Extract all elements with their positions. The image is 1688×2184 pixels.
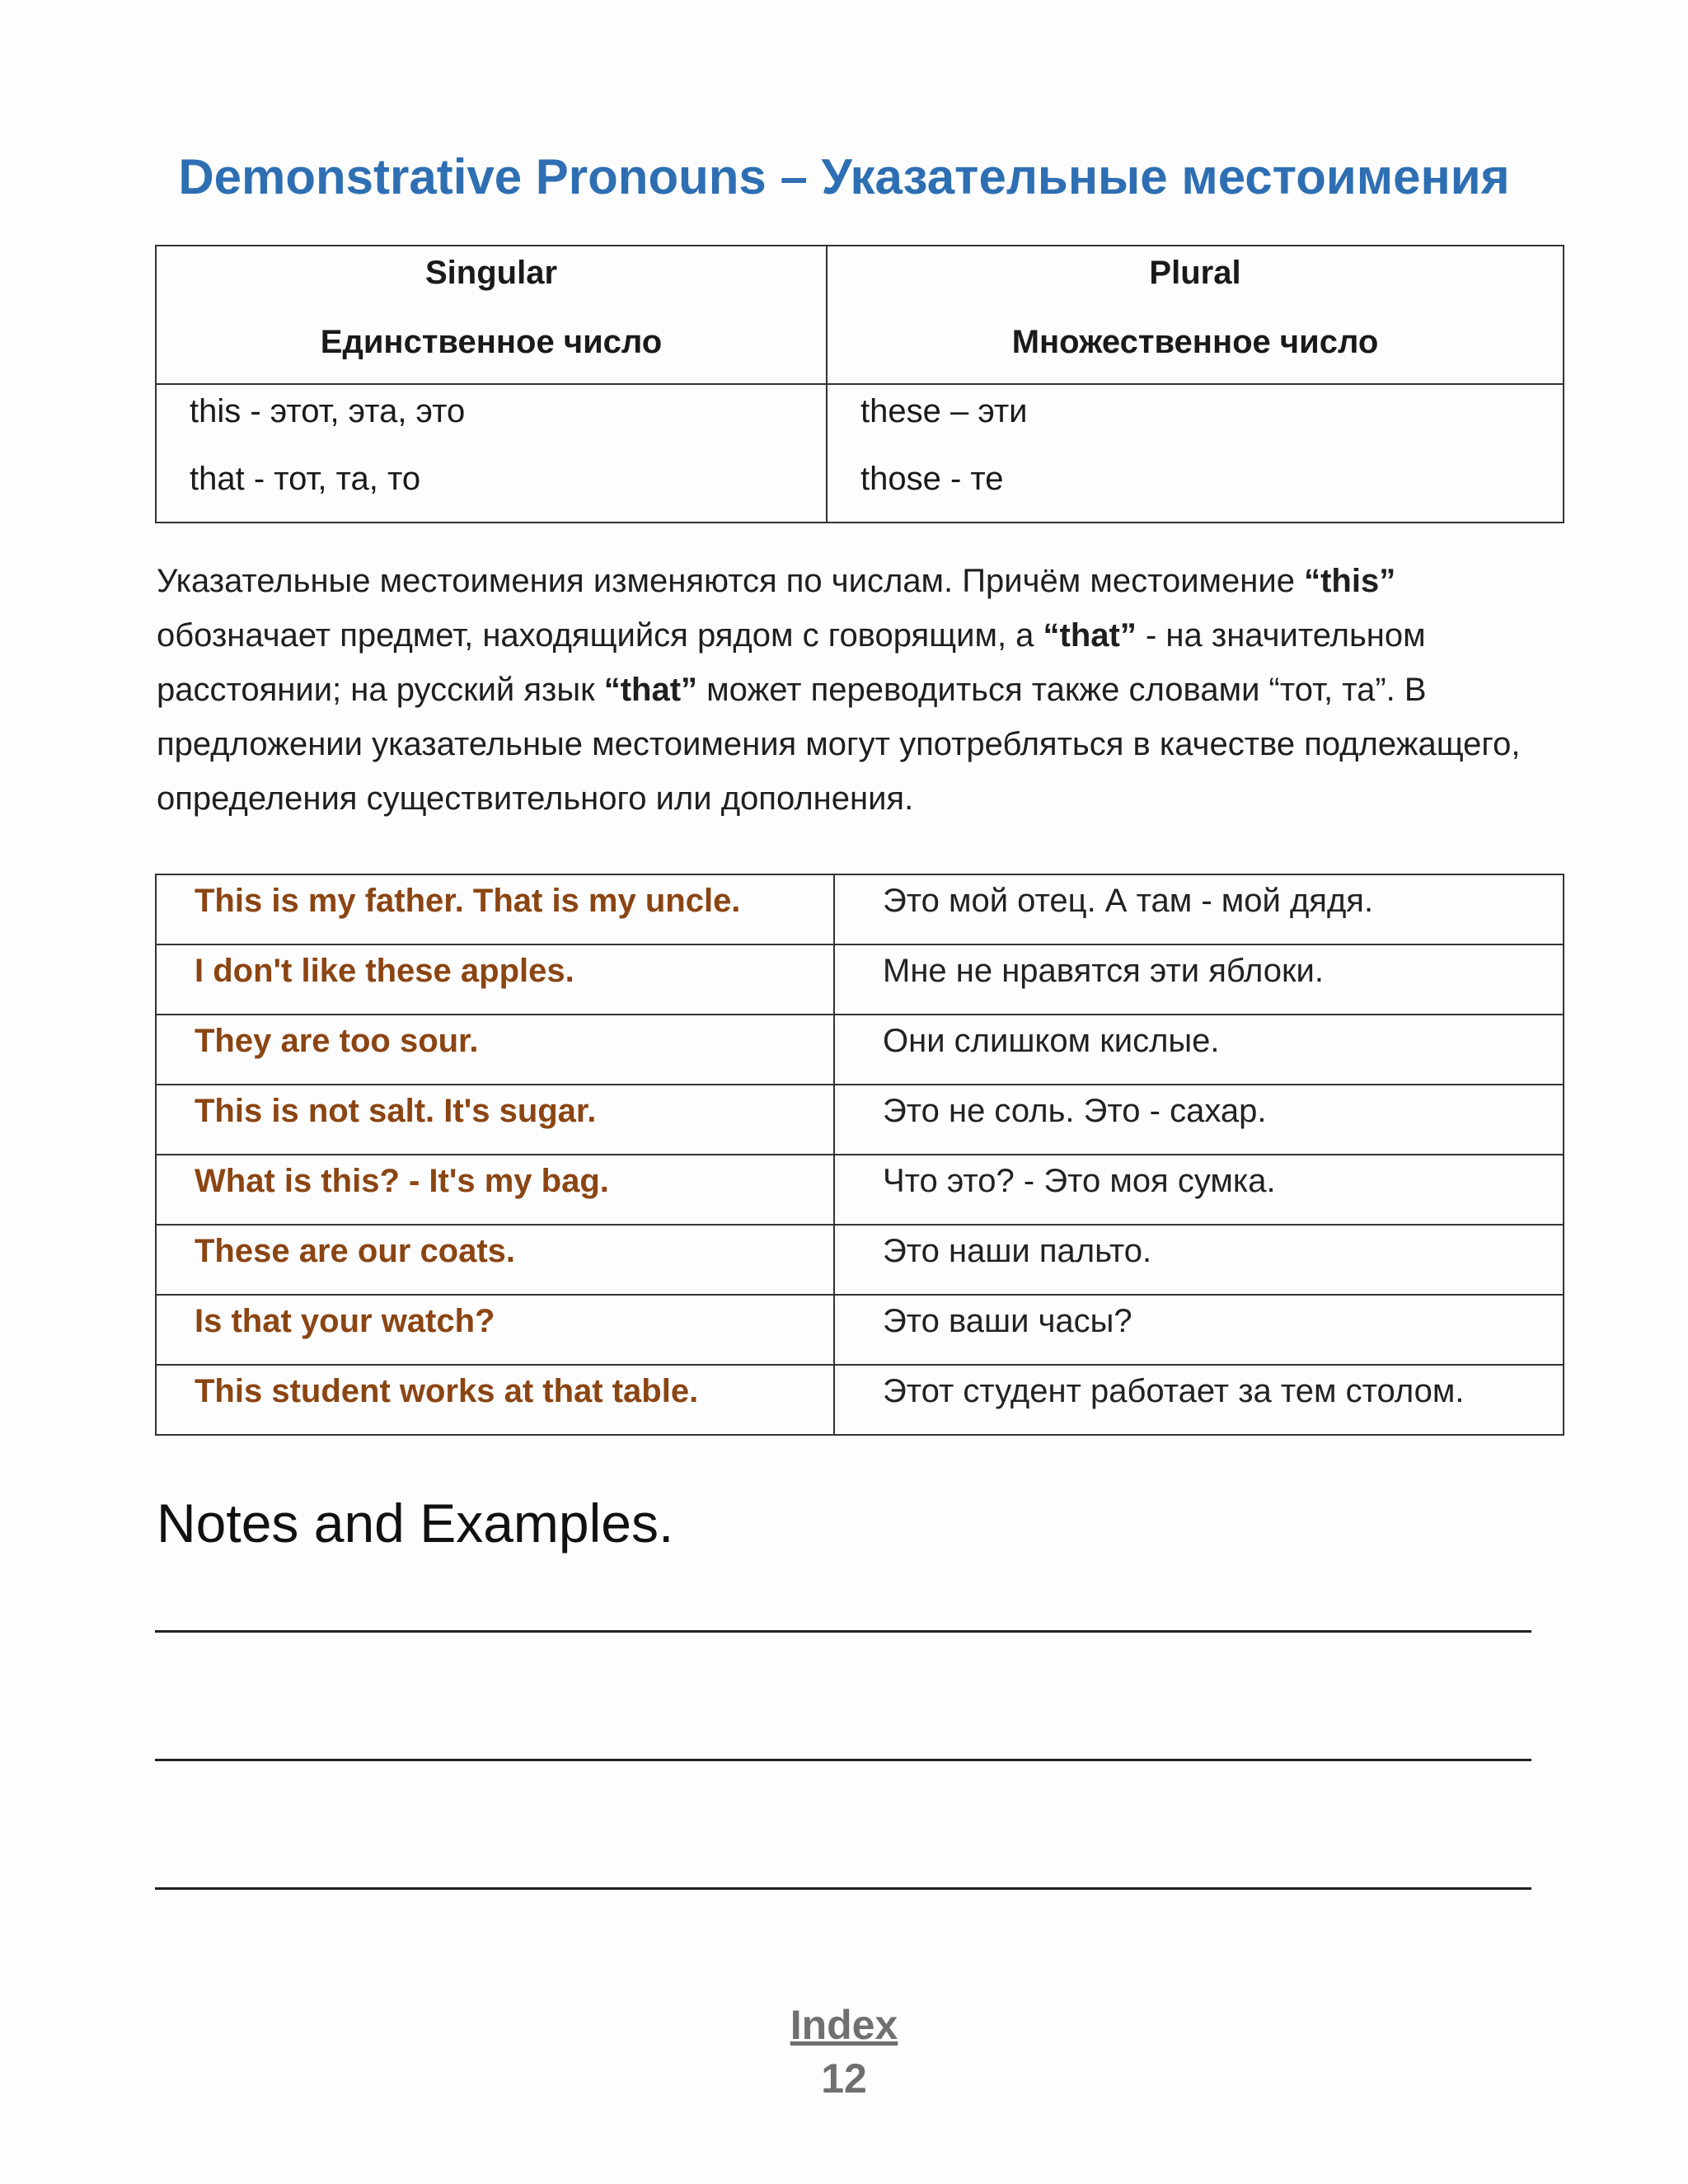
example-english <box>156 1085 834 1155</box>
example-russian <box>834 874 1564 944</box>
plural-cell <box>827 384 1564 523</box>
example-english <box>156 1155 834 1225</box>
header-plural-ru: Множественное число <box>1011 324 1379 360</box>
example-russian <box>834 1085 1564 1155</box>
example-russian <box>834 1365 1564 1435</box>
paragraph-text-1: Указательные местоимения изменяются по числам. Причём местоимение <box>157 563 1305 599</box>
example-english-text: Is that your watch? <box>195 1303 495 1339</box>
paragraph-bold-this: “this” <box>1304 563 1396 599</box>
paragraph-text-3: - на значительном расстоянии; на русский язык <box>157 617 1426 708</box>
header-singular-en: Singular <box>424 255 558 291</box>
notes-line-2 <box>155 1759 1531 1761</box>
table-row <box>156 874 1564 944</box>
paragraph-text-4: может переводиться также словами “тот, та”. В предложении указательные местоимения могут употребляться в качестве подлежащего, определения существительного или дополнения. <box>157 672 1521 817</box>
plural-those: those - те <box>860 461 1004 497</box>
example-russian-text: Это мой отец. А там - мой дядя. <box>883 883 1374 919</box>
example-russian-text: Они слишком кислые. <box>883 1023 1220 1059</box>
example-english <box>156 1015 834 1085</box>
example-russian-text: Мне не нравятся эти яблоки. <box>883 953 1324 989</box>
example-english-text: They are too sour. <box>195 1023 479 1059</box>
example-russian <box>834 1155 1564 1225</box>
table-row <box>156 1085 1564 1155</box>
header-singular <box>156 246 827 384</box>
example-english-text: I don't like these apples. <box>195 953 574 989</box>
table-row <box>156 1225 1564 1295</box>
header-singular-ru: Единственное число <box>320 324 663 360</box>
table-row <box>156 1015 1564 1085</box>
example-english-text: What is this? - It's my bag. <box>195 1163 609 1199</box>
notes-line-1 <box>155 1630 1531 1633</box>
page-title: Demonstrative Pronouns – Указательные местоимения <box>178 149 1510 204</box>
header-plural <box>827 246 1564 384</box>
example-english <box>156 1225 834 1295</box>
pronoun-table-body-row <box>156 384 1564 523</box>
example-russian <box>834 944 1564 1015</box>
plural-these: these – эти <box>860 393 1028 429</box>
example-english <box>156 1295 834 1365</box>
paragraph-text-2: обозначает предмет, находящийся рядом с говорящим, а <box>157 617 1043 654</box>
example-russian-text: Это не соль. Это - сахар. <box>883 1093 1267 1129</box>
pronoun-table <box>155 245 1564 523</box>
table-row <box>156 1295 1564 1365</box>
notes-line-3 <box>155 1887 1531 1890</box>
example-english <box>156 944 834 1015</box>
examples-table <box>155 874 1564 1436</box>
example-russian-text: Что это? - Это моя сумка. <box>883 1163 1276 1199</box>
table-row <box>156 1365 1564 1435</box>
example-russian <box>834 1225 1564 1295</box>
table-row <box>156 1155 1564 1225</box>
example-russian-text: Это наши пальто. <box>883 1233 1152 1269</box>
example-english <box>156 874 834 944</box>
notes-heading: Notes and Examples. <box>157 1493 674 1554</box>
singular-cell <box>156 384 827 523</box>
example-english-text: This is my father. That is my uncle. <box>195 883 741 919</box>
singular-this: this - этот, эта, это <box>190 393 466 429</box>
explanation-paragraph <box>157 554 1566 826</box>
header-plural-en: Plural <box>1149 255 1241 291</box>
page-number: 12 <box>821 2055 867 2102</box>
example-english-text: This is not salt. It's sugar. <box>195 1093 597 1129</box>
index-link[interactable]: Index <box>790 2002 898 2048</box>
example-english-text: These are our coats. <box>195 1233 516 1269</box>
table-row <box>156 944 1564 1015</box>
paragraph-bold-that: “that” <box>1043 617 1137 654</box>
example-russian <box>834 1015 1564 1085</box>
paragraph-bold-that-2: “that” <box>603 672 698 708</box>
singular-that: that - тот, та, то <box>190 461 421 497</box>
example-english-text: This student works at that table. <box>195 1373 699 1409</box>
example-russian-text: Этот студент работает за тем столом. <box>883 1373 1465 1409</box>
pronoun-table-header-row <box>156 246 1564 384</box>
example-russian-text: Это ваши часы? <box>883 1303 1132 1339</box>
example-english <box>156 1365 834 1435</box>
example-russian <box>834 1295 1564 1365</box>
